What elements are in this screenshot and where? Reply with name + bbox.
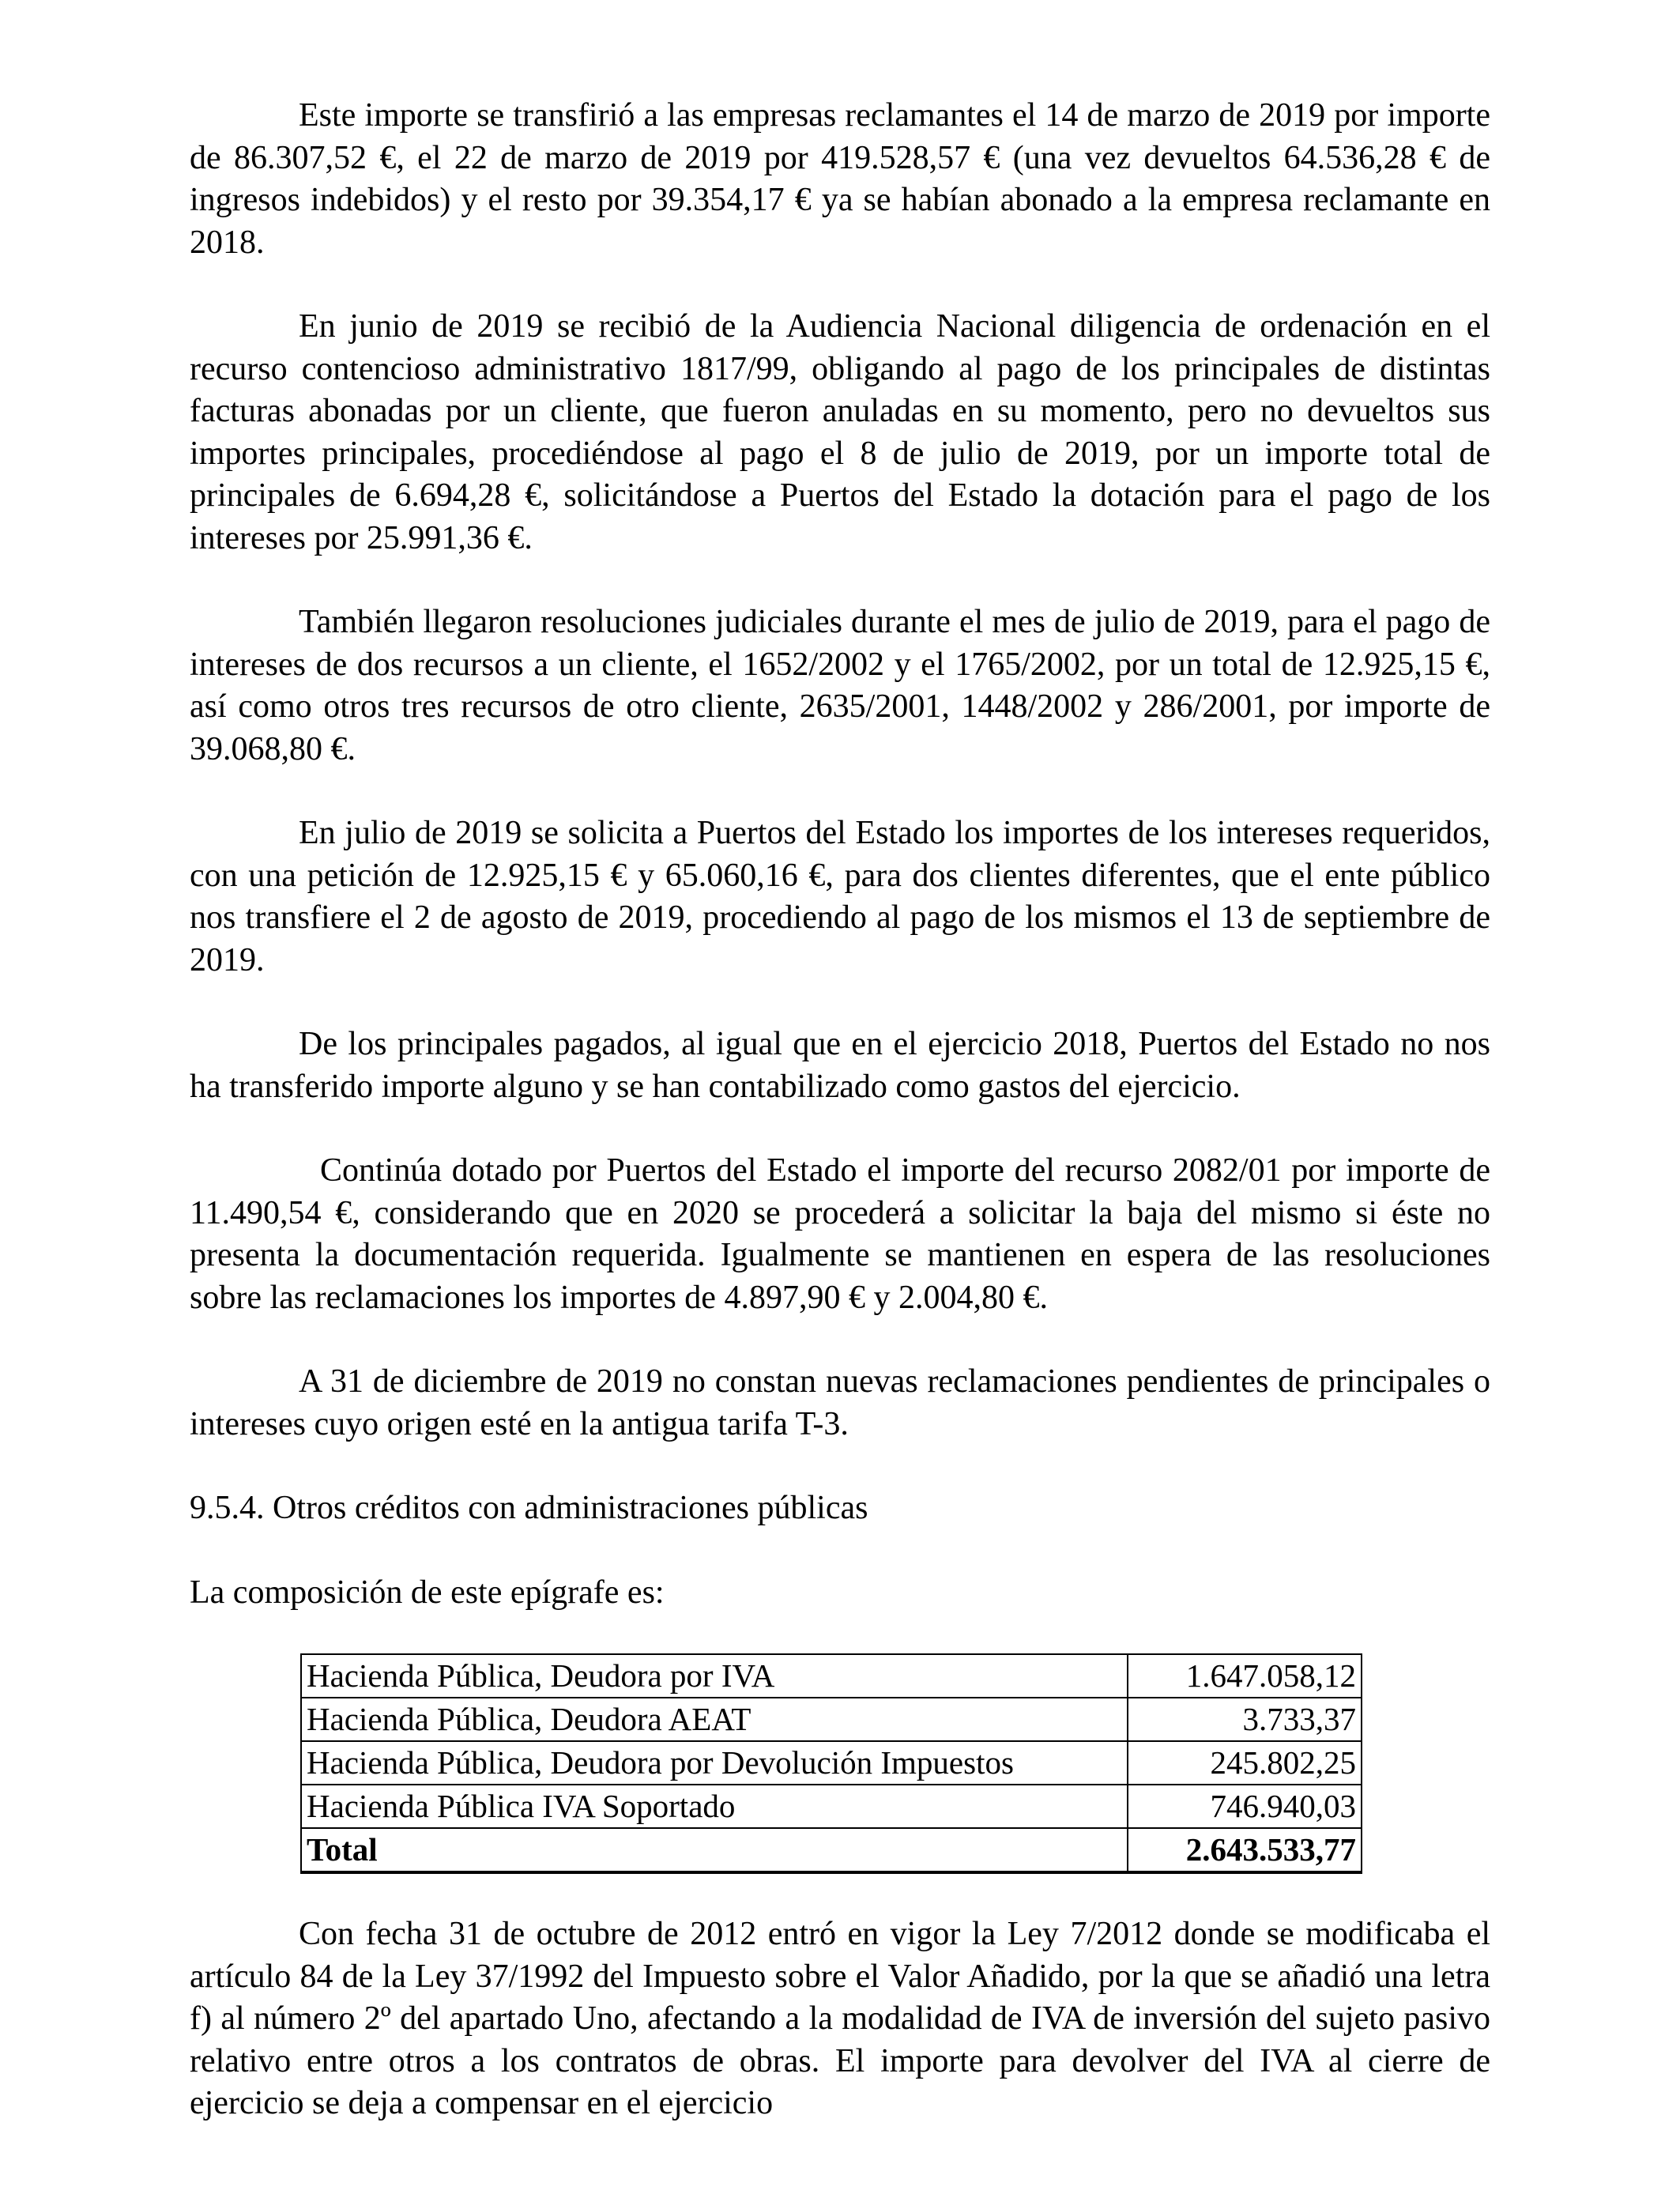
- section-heading: 9.5.4. Otros créditos con administraciones públicas: [190, 1490, 868, 1526]
- paragraph-resoluciones-julio: También llegaron resoluciones judiciales durante el mes de julio de 2019, para el pago de intereses de dos recursos a un cliente, el 1652/2002 y el 1765/2002, por un total de 12.925,15 €, así como otros tres recursos de otro cliente, 2635/2001, 1448/2002 y 286/2001, por importe de 39.068,80 €.: [190, 604, 1490, 767]
- row-amount: 1.647.058,12: [1128, 1654, 1362, 1698]
- row-concept: Hacienda Pública IVA Soportado: [301, 1785, 1128, 1828]
- paragraph-sin-reclamaciones: A 31 de diciembre de 2019 no constan nuevas reclamaciones pendientes de principales o intereses cuyo origen esté en la antigua tarifa T-3.: [190, 1363, 1490, 1442]
- row-concept: Hacienda Pública, Deudora por Devolución Impuestos: [301, 1741, 1128, 1785]
- total-amount: 2.643.533,77: [1128, 1828, 1362, 1872]
- paragraph-solicitud-intereses: En julio de 2019 se solicita a Puertos del Estado los importes de los intereses requeridos, con una petición de 12.925,15 € y 65.060,16 €, para dos clientes diferentes, que el ente público nos transfiere el 2 de agosto de 2019, procediendo al pago de los mismos el 13 de septiembre de 2019.: [190, 815, 1490, 978]
- table-row: [301, 1785, 1362, 1828]
- paragraph-recurso-2082: Continúa dotado por Puertos del Estado el importe del recurso 2082/01 por importe de 11.490,54 €, considerando que en 2020 se procederá a solicitar la baja del mismo si éste no presenta la documentación requerida. Igualmente se mantienen en espera de las resoluciones sobre las reclamaciones los importes de 4.897,90 € y 2.004,80 €.: [190, 1152, 1490, 1316]
- paragraph-audiencia-nacional: En junio de 2019 se recibió de la Audiencia Nacional diligencia de ordenación en el recurso contencioso administrativo 1817/99, obligando al pago de los principales de distintas facturas abonadas por un cliente, que fueron anuladas en su momento, pero no devueltos sus importes principales, procediéndose al pago el 8 de julio de 2019, por un importe total de principales de 6.694,28 €, solicitándose a Puertos del Estado la dotación para el pago de los intereses por 25.991,36 €.: [190, 308, 1490, 556]
- table-row: [301, 1698, 1362, 1741]
- row-concept: Hacienda Pública, Deudora AEAT: [301, 1698, 1128, 1741]
- paragraph-transfer: Este importe se transfirió a las empresas reclamantes el 14 de marzo de 2019 por importe de 86.307,52 €, el 22 de marzo de 2019 por 419.528,57 € (una vez devueltos 64.536,28 € de ingresos indebidos) y el resto por 39.354,17 € ya se habían abonado a la empresa reclamante en 2018.: [190, 97, 1490, 261]
- row-concept: Hacienda Pública, Deudora por IVA: [301, 1654, 1128, 1698]
- total-label: Total: [301, 1828, 1128, 1872]
- document-page: [190, 95, 1490, 2167]
- composition-table: [300, 1653, 1362, 1874]
- row-amount: 245.802,25: [1128, 1741, 1362, 1785]
- table-total-row: [301, 1828, 1362, 1872]
- table-row: [301, 1741, 1362, 1785]
- row-amount: 746.940,03: [1128, 1785, 1362, 1828]
- table-row: [301, 1654, 1362, 1698]
- paragraph-principales-pagados: De los principales pagados, al igual que en el ejercicio 2018, Puertos del Estado no nos ha transferido importe alguno y se han contabilizado como gastos del ejercicio.: [190, 1026, 1490, 1105]
- table-intro: La composición de este epígrafe es:: [190, 1574, 665, 1611]
- paragraph-ley-7-2012: Con fecha 31 de octubre de 2012 entró en vigor la Ley 7/2012 donde se modificaba el artículo 84 de la Ley 37/1992 del Impuesto sobre el Valor Añadido, por la que se añadió una letra f) al número 2º del apartado Uno, afectando a la modalidad de IVA de inversión del sujeto pasivo relativo entre otros a los contratos de obras. El importe para devolver del IVA al cierre de ejercicio se deja a compensar en el ejercicio: [190, 1916, 1490, 2121]
- row-amount: 3.733,37: [1128, 1698, 1362, 1741]
